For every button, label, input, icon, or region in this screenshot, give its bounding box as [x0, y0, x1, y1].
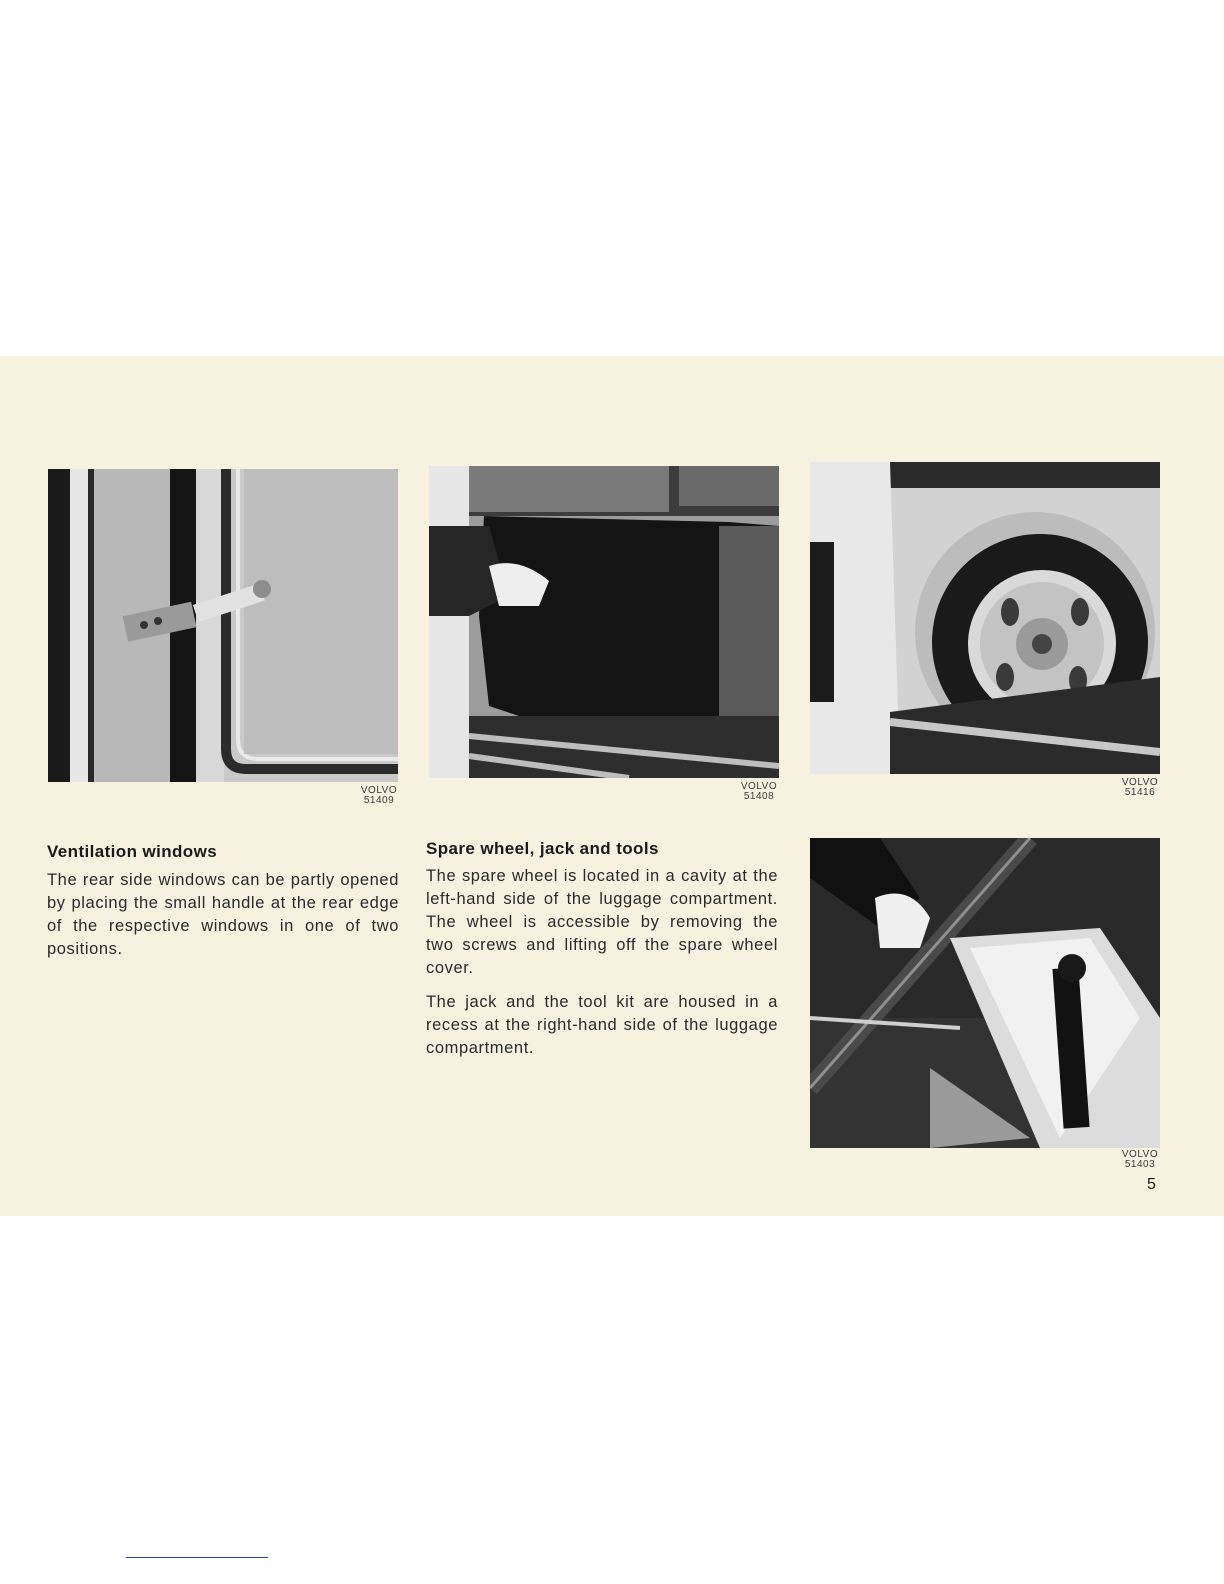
ventilation-heading: Ventilation windows [47, 842, 218, 861]
jack-recess-photo [810, 838, 1160, 1148]
caption-code: 51408 [743, 791, 775, 802]
footer-rule [126, 1557, 268, 1558]
figure-caption [1115, 778, 1165, 798]
spare-wheel-paragraph: The spare wheel is located in a cavity at the left-hand side of the luggage compartment. The wheel is accessible by removing the two screws and lifting off the spare wheel cover. [426, 867, 778, 977]
spare-wheel-cover-photo [429, 466, 779, 778]
caption-brand: VOLVO [740, 781, 778, 792]
caption-brand: VOLVO [1121, 777, 1159, 788]
page-number: 5 [1147, 1176, 1156, 1193]
spare-wheel-heading: Spare wheel, jack and tools [426, 839, 659, 858]
caption-code: 51416 [1124, 787, 1156, 798]
caption-brand: VOLVO [360, 785, 398, 796]
spare-wheel-photo [810, 462, 1160, 774]
ventilation-paragraph: The rear side windows can be partly opened by placing the small handle at the rear edge of the respective windows in one of two positions. [47, 871, 399, 958]
figure-caption [1115, 1150, 1165, 1170]
ventilation-window-photo [48, 469, 398, 782]
figure-caption [734, 782, 784, 802]
caption-brand: VOLVO [1121, 1149, 1159, 1160]
caption-code: 51403 [1124, 1159, 1156, 1170]
caption-code: 51409 [363, 795, 395, 806]
figure-caption [354, 786, 404, 806]
jack-tools-paragraph: The jack and the tool kit are housed in a recess at the right-hand side of the luggage compartment. [426, 993, 778, 1057]
